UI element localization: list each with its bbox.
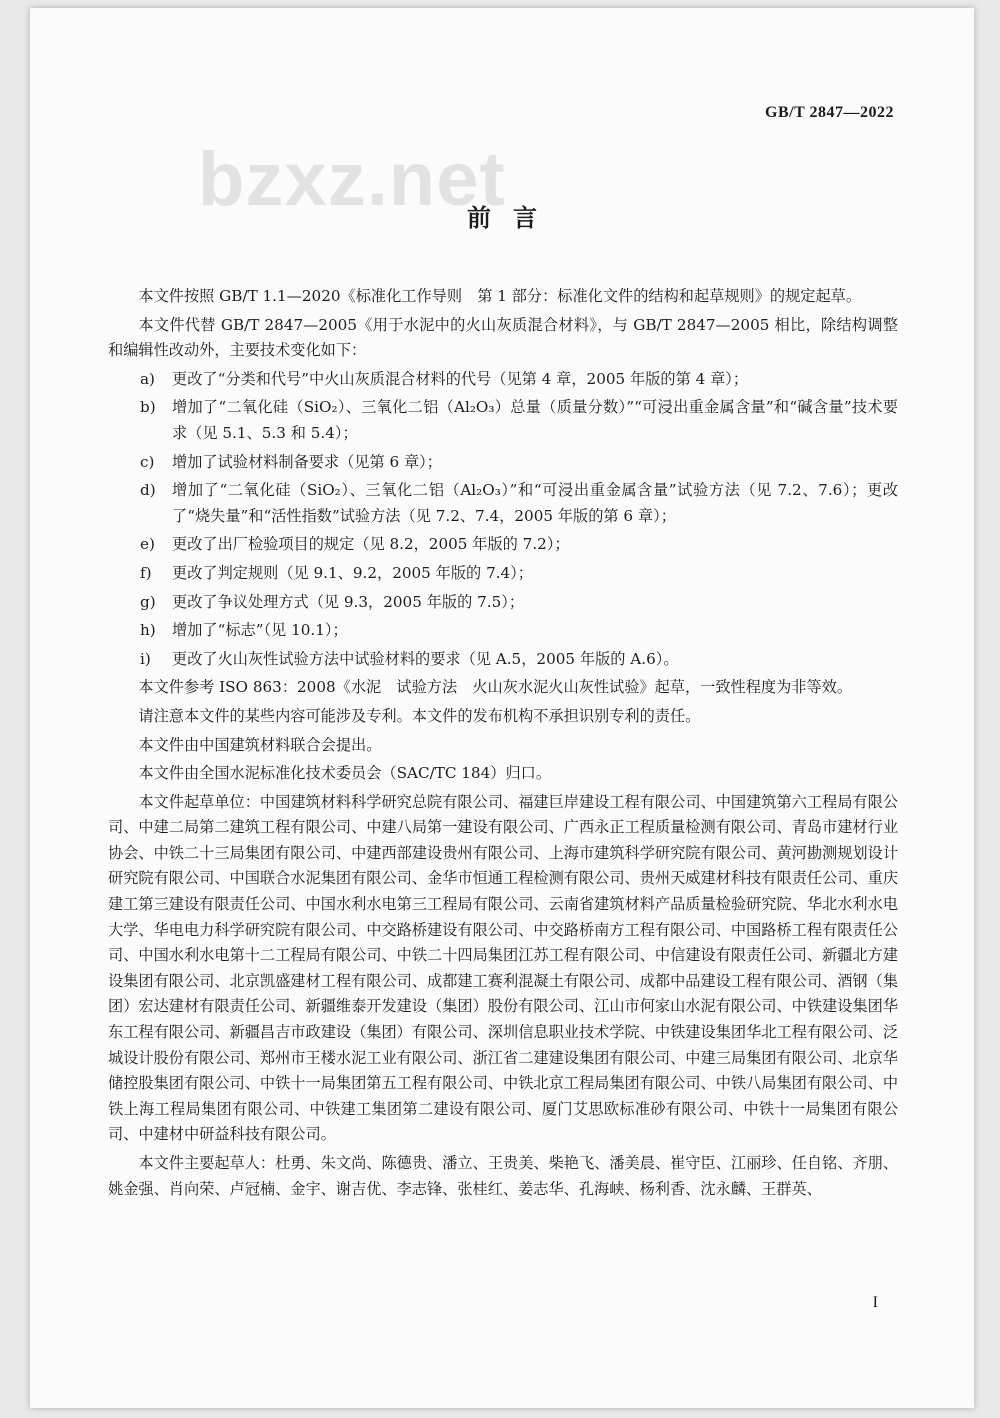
page-title: 前言 bbox=[467, 204, 559, 232]
list-item-text: 更改了出厂检验项目的规定（见 8.2，2005 年版的 7.2）； bbox=[172, 535, 570, 554]
list-item bbox=[108, 590, 898, 616]
list-item-label: g) bbox=[140, 592, 156, 611]
paragraph: 本文件按照 GB/T 1.1—2020《标准化工作导则 第 1 部分：标准化文件的结构和起草规则》的规定起草。 bbox=[138, 287, 862, 305]
list-item-label: c) bbox=[140, 452, 155, 471]
list-item-label: d) bbox=[140, 481, 156, 500]
list-item-text: 更改了火山灰性试验方法中试验材料的要求（见 A.5，2005 年版的 A.6）。 bbox=[172, 649, 679, 668]
changes-list bbox=[108, 367, 898, 673]
list-item bbox=[108, 561, 898, 587]
drafters-paragraph: 本文件主要起草人：杜勇、朱文尚、陈德贵、潘立、王贵美、柴艳飞、潘美晨、崔守臣、江丽珍、任自铭、齐朋、姚金强、肖向荣、卢冠楠、金宇、谢吉优、李志锋、张桂红、姜志华、孔海峡、杨利香、沈永麟、王群英、 bbox=[108, 1154, 898, 1198]
list-item-label: f) bbox=[140, 563, 152, 582]
list-item-label: h) bbox=[140, 621, 156, 640]
list-item-text: 更改了争议处理方式（见 9.3，2005 年版的 7.5）； bbox=[172, 592, 525, 611]
list-item bbox=[108, 532, 898, 558]
list-item-text: 增加了“标志”（见 10.1）； bbox=[172, 621, 348, 640]
watermark: bzxz.net bbox=[198, 137, 506, 222]
list-item bbox=[108, 647, 898, 673]
standard-number: GB/T 2847—2022 bbox=[765, 104, 894, 121]
paragraph: 本文件由全国水泥标准化技术委员会（SAC/TC 184）归口。 bbox=[138, 764, 552, 783]
document-page bbox=[30, 8, 974, 1408]
paragraph: 本文件参考 ISO 863：2008《水泥 试验方法 火山灰水泥火山灰性试验》起草，一致性程度为非等效。 bbox=[138, 678, 853, 697]
list-item-label: i) bbox=[140, 649, 151, 668]
list-item bbox=[108, 450, 898, 476]
paragraph: 本文件代替 GB/T 2847—2005《用于水泥中的火山灰质混合材料》，与 GB/T 2847—2005 相比，除结构调整和编辑性改动外，主要技术变化如下： bbox=[108, 315, 898, 360]
list-item bbox=[108, 367, 898, 393]
list-item-text: 更改了判定规则（见 9.1、9.2，2005 年版的 7.4）； bbox=[172, 563, 533, 582]
list-item bbox=[108, 618, 898, 644]
list-item-label: e) bbox=[140, 535, 155, 554]
list-item-text: 更改了“分类和代号”中火山灰质混合材料的代号（见第 4 章，2005 年版的第 4 章）； bbox=[172, 369, 749, 388]
paragraph: 请注意本文件的某些内容可能涉及专利。本文件的发布机构不承担识别专利的责任。 bbox=[138, 706, 701, 725]
list-item-text: 增加了试验材料制备要求（见第 6 章）； bbox=[172, 452, 442, 471]
page-number: I bbox=[872, 1294, 878, 1311]
drafting-units-paragraph: 本文件起草单位：中国建筑材料科学研究总院有限公司、福建巨岸建设工程有限公司、中国建筑第六工程局有限公司、中建二局第二建筑工程有限公司、中建八局第一建设有限公司、广西永正工程质量检测有限公司、青岛市建材行业协会、中铁二十三局集团有限公司、中建西部建设贵州有限公司、上海市建筑科学研究院有限公司、黄河勘测规划设计研究院有限公司、中国联合水泥集团有限公司、金华市恒通工程检测有限公司、贵州天威建材科技有限责任公司、重庆建工第三建设有限责任公司、中国水利水电第三工程局有限公司、云南省建筑材料产品质量检验研究院、华北水利水电大学、华电电力科学研究院有限公司、中交路桥建设有限公司、中交路桥南方工程有限公司、中国路桥工程有限责任公司、中国水利水电第十二工程局有限公司、中铁二十四局集团江苏工程有限公司、中信建设有限责任公司、新疆北方建设集团有限公司、北京凯盛建材工程有限公司、成都建工赛利混凝土有限公司、成都中品建设工程有限公司、酒钢（集团）宏达建材有限责任公司、新疆维泰开发建设（集团）股份有限公司、江山市何家山水泥有限公司、中铁建设集团华东工程有限公司、新疆昌吉市政建设（集团）有限公司、深圳信息职业技术学院、中铁建设集团华北工程有限公司、泛城设计股份有限公司、郑州市王楼水泥工业有限公司、浙江省二建建设集团有限公司、中建三局集团有限公司、北京华储控股集团有限公司、中铁十一局集团第五工程有限公司、中铁北京工程局集团有限公司、中铁八局集团有限公司、中铁上海工程局集团有限公司、中铁建工集团第二建设有限公司、厦门艾思欧标准砂有限公司、中铁十一局集团有限公司、中建材中研益科技有限公司。 bbox=[108, 792, 898, 1144]
list-item-text: 增加了“二氧化硅（SiO₂）、三氧化二铝（Al₂O₃）”和“可浸出重金属含量”试验方法（见 7.2、7.6）；更改了“烧失量”和“活性指数”试验方法（见 7.2、7.4，2005 年版的第 6 章）； bbox=[172, 481, 898, 525]
list-item-label: b) bbox=[140, 398, 156, 417]
document-body bbox=[108, 284, 898, 1205]
list-item-text: 增加了“二氧化硅（SiO₂）、三氧化二铝（Al₂O₃）总量（质量分数）”“可浸出重金属含量”和“碱含量”技术要求（见 5.1、5.3 和 5.4）； bbox=[172, 398, 898, 442]
list-item-label: a) bbox=[140, 369, 155, 388]
paragraph: 本文件由中国建筑材料联合会提出。 bbox=[138, 735, 382, 754]
list-item bbox=[108, 478, 898, 529]
list-item bbox=[108, 395, 898, 446]
